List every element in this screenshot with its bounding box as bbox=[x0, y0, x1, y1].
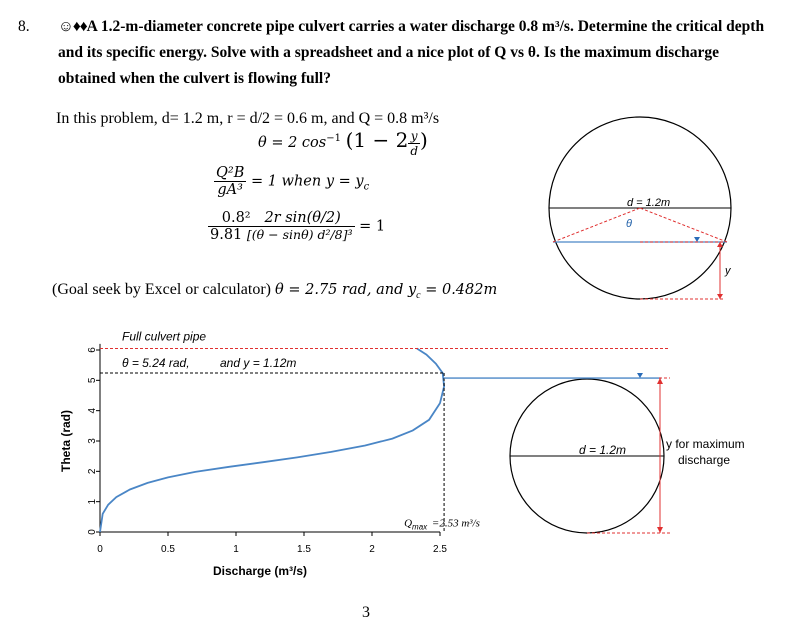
depth-arrow-bottom-icon bbox=[717, 294, 723, 299]
goal-sub: c bbox=[416, 290, 421, 302]
crit-denominator: gA³ bbox=[217, 182, 243, 198]
x-tick-label: 0 bbox=[97, 544, 103, 555]
goal-suffix: = 0.482m bbox=[420, 282, 498, 298]
x-tick-label: 1.5 bbox=[297, 544, 311, 555]
x-axis-label: Discharge (m³/s) bbox=[212, 564, 308, 578]
x-tick-label: 0.5 bbox=[161, 544, 175, 555]
problem-text-block bbox=[58, 14, 778, 92]
numeric-frac bbox=[208, 210, 355, 243]
max-theta-label: θ = 5.24 rad, bbox=[122, 356, 190, 371]
x-tick-label: 1 bbox=[233, 544, 239, 555]
goal-prefix: (Goal seek by Excel or calculator) bbox=[52, 281, 276, 298]
qmax-label: $Q_{max} =2.53$ m³/s bbox=[404, 517, 480, 532]
den-left: 9.81 bbox=[210, 227, 243, 243]
max-depth-label: and y = 1.12m bbox=[220, 356, 297, 371]
y-tick-label: 5 bbox=[87, 377, 98, 384]
top-diameter-label: d = 1.2m bbox=[627, 197, 671, 209]
y-tick-label: 3 bbox=[87, 438, 98, 444]
numeric-denominator bbox=[208, 227, 355, 243]
numeric-numerator bbox=[208, 210, 355, 227]
page-number: 3 bbox=[362, 604, 370, 621]
max-water-marker-icon bbox=[637, 373, 643, 378]
crit-numerator: Q²B bbox=[216, 165, 245, 181]
critical-frac bbox=[214, 165, 246, 198]
theta-eq-frac bbox=[408, 129, 420, 158]
crit-sub: c bbox=[363, 181, 370, 193]
goal-result: θ = 2.75 rad, and y bbox=[275, 282, 417, 298]
difficulty-icons: ☺♦♦ bbox=[58, 18, 87, 35]
depth-arrow-top-icon bbox=[717, 242, 723, 247]
critical-equation bbox=[214, 165, 369, 198]
theta-eq-lhs: θ = 2 cos bbox=[258, 135, 327, 151]
theta-eq-exp: −1 bbox=[326, 133, 341, 145]
frac-denominator: d bbox=[410, 143, 419, 158]
num-left: 0.8² bbox=[221, 210, 251, 226]
y-tick-label: 6 bbox=[87, 347, 98, 353]
frac-numerator: y bbox=[408, 129, 420, 144]
theta-vs-discharge-chart bbox=[40, 320, 780, 580]
full-pipe-label: Full culvert pipe bbox=[122, 329, 207, 344]
top-depth-label: y bbox=[725, 265, 731, 277]
chart-axes bbox=[100, 344, 440, 532]
radius-right bbox=[640, 208, 727, 242]
water-level-marker-icon bbox=[694, 237, 700, 242]
theta-equation bbox=[258, 128, 428, 158]
top-theta-label: θ bbox=[626, 218, 632, 230]
theta-eq-paren: (1 − 2 bbox=[345, 128, 409, 152]
goal-seek-line bbox=[52, 281, 497, 301]
x-tick-label: 2 bbox=[369, 544, 375, 555]
ymax-arrow-top-icon bbox=[657, 378, 663, 384]
ymax-label-line2: discharge bbox=[678, 453, 731, 467]
numeric-rhs: = 1 bbox=[359, 218, 386, 235]
given-values: In this problem, d= 1.2 m, r = d/2 = 0.6 m, and Q = 0.8 m³/s bbox=[56, 110, 440, 127]
series-line bbox=[100, 349, 444, 533]
y-tick-label: 1 bbox=[87, 498, 98, 505]
x-tick-label: 2.5 bbox=[433, 544, 447, 555]
top-circle-diagram bbox=[520, 100, 780, 310]
ymax-label-line1: y for maximum bbox=[666, 437, 745, 451]
chart-annotations bbox=[100, 329, 745, 533]
problem-number: 8. bbox=[18, 18, 30, 35]
circle-diameter-label: d = 1.2m bbox=[579, 443, 627, 457]
chart-ticks bbox=[87, 347, 447, 555]
crit-rhs: = 1 when y = y bbox=[250, 173, 364, 190]
theta-eq-close: ) bbox=[420, 128, 428, 152]
den-right: [(θ − sinθ) d²/8]³ bbox=[246, 227, 353, 242]
problem-text: A 1.2-m-diameter concrete pipe culvert carries a water discharge 0.8 m³/s. Determine the critical depth and its specific energy. Solve with a spreadsheet and a nice plot of Q vs θ. Is the maximum discharge obtained when the culvert is flowing full? bbox=[58, 18, 765, 87]
y-tick-label: 4 bbox=[87, 407, 98, 414]
y-tick-label: 2 bbox=[87, 468, 98, 475]
y-axis-label: Theta (rad) bbox=[59, 409, 73, 473]
numeric-equation bbox=[208, 210, 385, 243]
ymax-arrow-bottom-icon bbox=[657, 527, 663, 533]
num-right: 2r sin(θ/2) bbox=[264, 210, 341, 226]
y-tick-label: 0 bbox=[87, 529, 98, 535]
